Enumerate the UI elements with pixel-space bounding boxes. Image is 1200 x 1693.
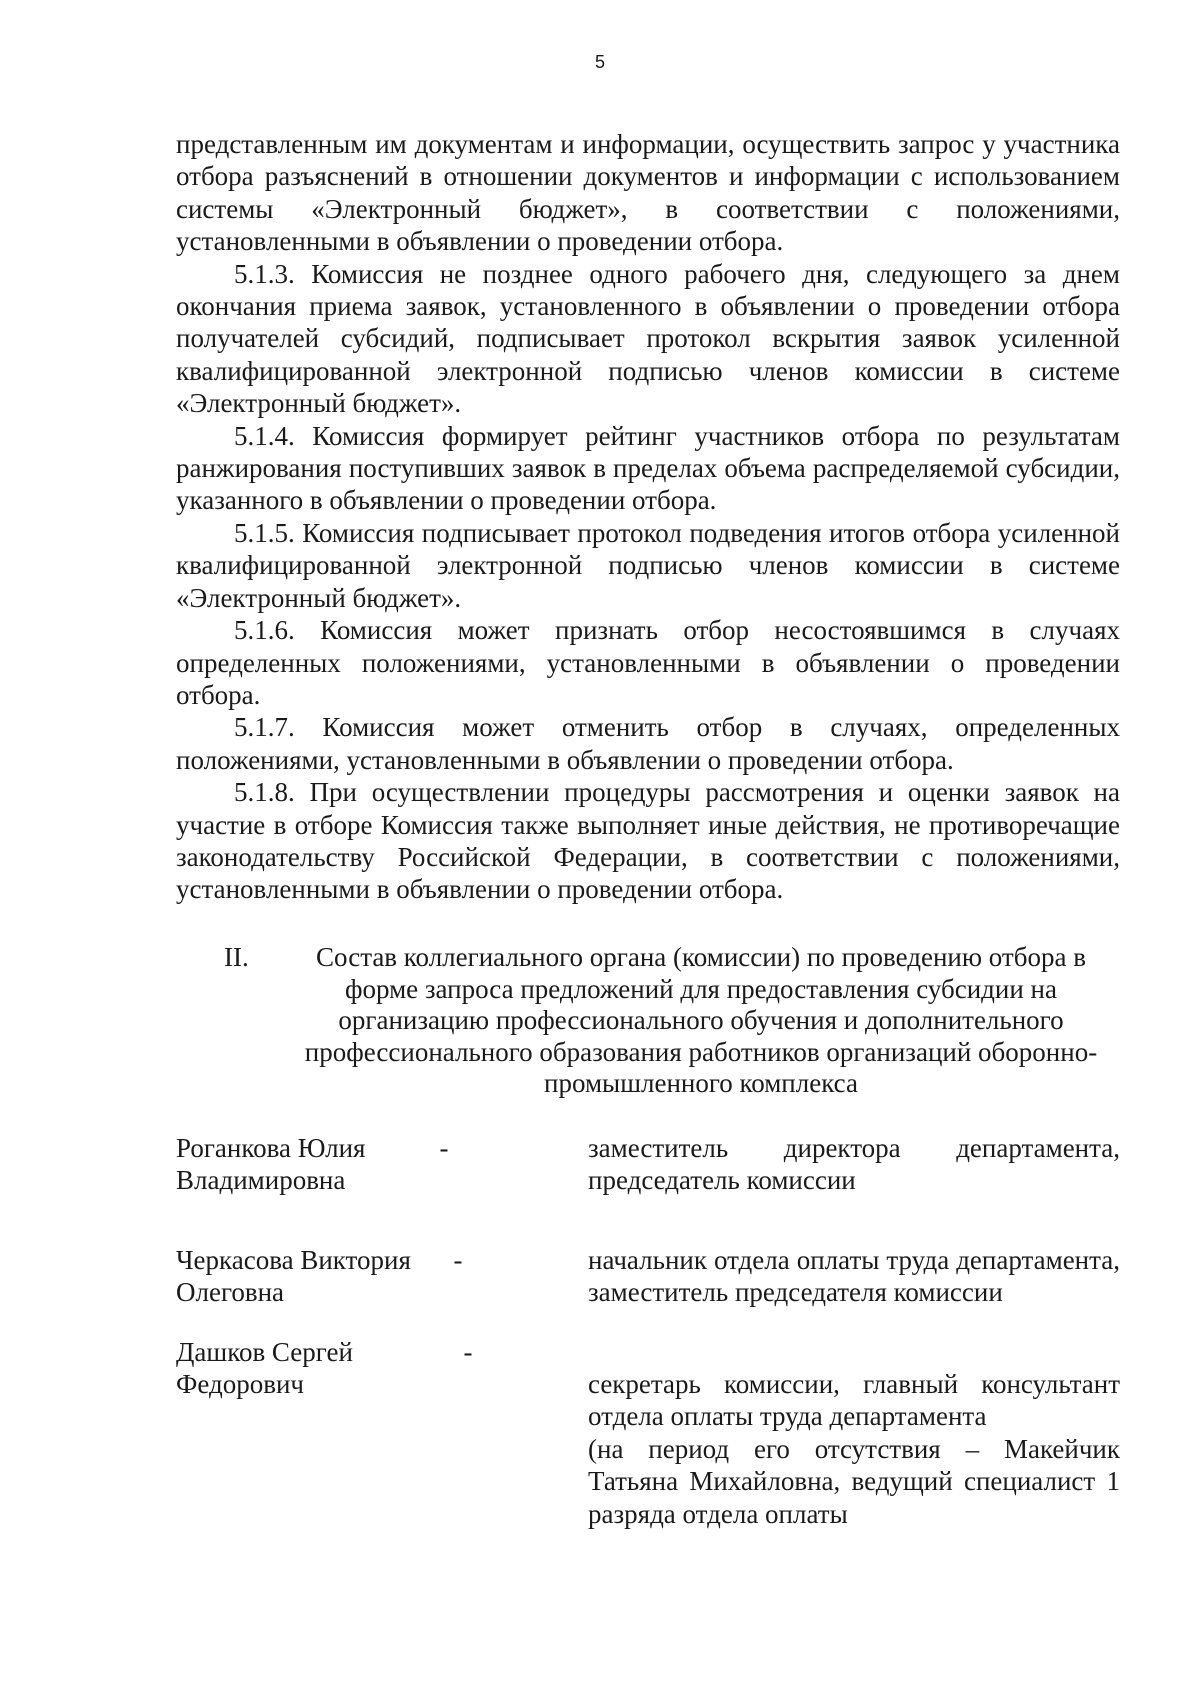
member-role [588, 1368, 1120, 1530]
member-name: Роганкова Юлия Владимировна [176, 1133, 366, 1196]
paragraph-5-1-7: 5.1.7. Комиссия может отменить отбор в случаях, определенных положениями, установленными в объявлении о проведении отбора. [176, 712, 1120, 775]
member-name: Черкасова Виктория Олеговна [176, 1245, 411, 1308]
section-title: Состав коллегиального органа (комиссии) по проведению отбора в форме запроса предложений для предоставления субсидии на организацию профессионального обучения и дополнительного профессионального образования работников организаций оборонно-промышленного комплекса [304, 942, 1098, 1098]
paragraph-5-1-3: 5.1.3. Комиссия не позднее одного рабочего дня, следующего за днем окончания приема заявок, установленного в объявлении о проведении отбора получателей субсидий, подписывает протокол вскрытия заявок усиленной квалифицированной электронной подписью членов комиссии в системе «Электронный бюджет». [176, 258, 1120, 419]
member-role-substitute: (на период его отсутствия – Макейчик Татьяна Михайловна, ведущий специалист 1 разряда отдела оплаты [588, 1433, 1120, 1529]
body-text [176, 128, 1120, 906]
section-heading [212, 942, 1120, 1100]
member-dash: - [453, 1245, 463, 1275]
paragraph: представленным им документам и информации, осуществить запрос у участника отбора разъяснений в отношении документов и информации с использованием системы «Электронный бюджет», в соответствии с положениями, установленными в объявлении о проведении отбора. [176, 129, 1120, 257]
member-role-text: секретарь комиссии, главный консультант отдела оплаты труда департамента [588, 1369, 1120, 1432]
page-number: 5 [594, 52, 605, 72]
member-role-text: начальник отдела оплаты труда департамента, заместитель председателя комиссии [588, 1245, 1120, 1308]
paragraph-5-1-5: 5.1.5. Комиссия подписывает протокол подведения итогов отбора усиленной квалифицированной электронной подписью членов комиссии в системе «Электронный бюджет». [176, 517, 1120, 613]
paragraph-5-1-4: 5.1.4. Комиссия формирует рейтинг участников отбора по результатам ранжирования поступивших заявок в пределах объема распределяемой субсидии, указанного в объявлении о проведении отбора. [176, 420, 1120, 516]
paragraph-5-1-8: 5.1.8. При осуществлении процедуры рассмотрения и оценки заявок на участие в отборе Комиссия также выполняет иные действия, не противоречащие законодательству Российской Федерации, в соответствии с положениями, установленными в объявлении о проведении отбора. [176, 777, 1120, 905]
member-dash: - [463, 1337, 473, 1367]
member-row [176, 1244, 1120, 1344]
member-role [588, 1244, 1120, 1309]
member-name: Дашков Сергей Федорович [176, 1337, 353, 1400]
member-dash: - [439, 1133, 449, 1163]
member-row [176, 1132, 1120, 1202]
member-role [588, 1132, 1120, 1197]
paragraph-5-1-6: 5.1.6. Комиссия может признать отбор несостоявшимся в случаях определенных положениями, установленными в объявлении о проведении отбора. [176, 615, 1120, 710]
member-row [176, 1336, 1120, 1606]
member-role-text: заместитель директора департамента, председатель комиссии [588, 1133, 1120, 1196]
section-number: II. [224, 942, 249, 972]
